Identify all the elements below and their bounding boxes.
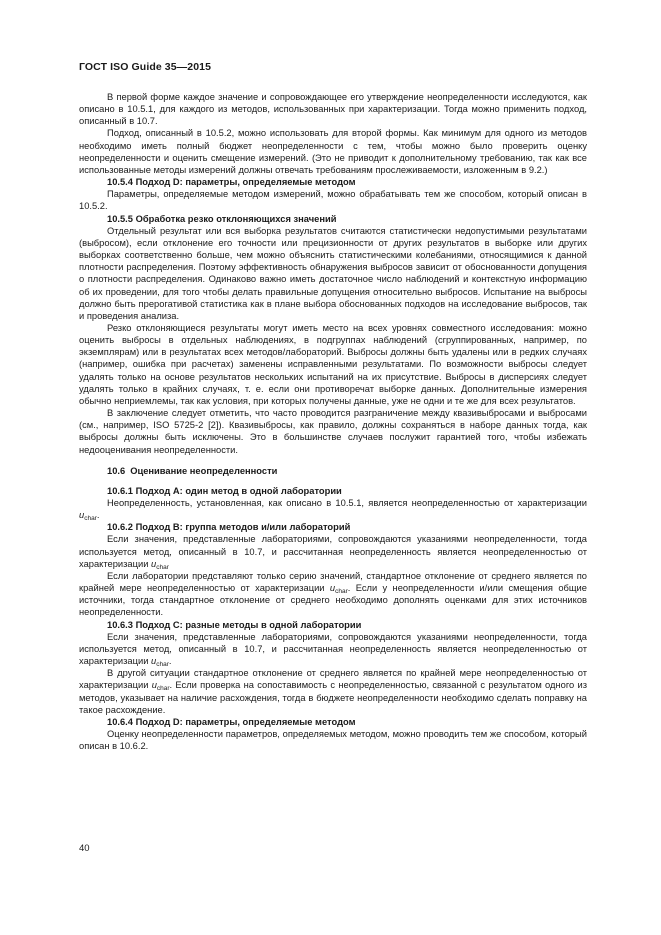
symbol-subscript: char <box>156 685 170 693</box>
symbol-subscript: char <box>156 661 169 669</box>
document-body <box>79 91 587 752</box>
paragraph: Неопределенность, установленная, как описано в 10.5.1, является неопределенностью от характеризации $u_{char}$. <box>79 498 587 523</box>
paragraph: Оценку неопределенности параметров, определяемых методом, можно проводить тем же способом, который описан в 10.6.2. <box>79 728 587 752</box>
paragraph: В заключение следует отметить, что часто проводится разграничение между квазивыбросами и выбросами (см., например, ISO 5725-2 [2]). Квазивыбросы, как правило, должны сохраняться в наборе данных тогда, как выбросы должны быть исключены. Это в большинстве случаев послужит гарантией того, чтобы избежать недооценивания неопределенности. <box>79 408 587 455</box>
symbol-subscript: char <box>156 563 169 571</box>
page-number: 40 <box>79 843 90 854</box>
paragraph: В первой форме каждое значение и сопровождающее его утверждение неопределенности исследуются, как описано в 10.5.1, для каждого из методов, использованных при характеризации. Тогда можно применить подход, описанный в 10.7. <box>79 92 587 127</box>
paragraph: Подход, описанный в 10.5.2, можно использовать для второй формы. Как минимум для одного из методов необходимо иметь полный бюджет неопределенности с тем, чтобы можно было проверить оценку неопределенности и оценить смещение измерений. (Это не приводит к дополнительному требованию, так как все использованные методы измерений должны отвечать требованиям прослеживаемости, изложенным в 9.2.) <box>79 128 587 175</box>
symbol-u: u <box>151 680 157 691</box>
document-header: ГОСТ ISO Guide 35—2015 <box>79 61 212 73</box>
paragraph: В другой ситуации стандартное отклонение от среднего является по крайней мере неопределенностью от характеризации $u_{char}$. Если проверка на сопоставимость с неопределенностью, связанной с результатом одного из методов, указывает на наличие расхождения, тогда в бюджете неопределенности необходимо сделать поправку на такое расхождение. <box>79 668 587 715</box>
section-heading-10-6-4: 10.6.4 Подход D: параметры, определяемые методом <box>107 716 356 727</box>
symbol-u: u <box>151 558 157 569</box>
section-number: 10.6 <box>107 465 126 476</box>
symbol-u: u <box>79 510 85 521</box>
section-title: Оценивание неопределенности <box>130 465 278 476</box>
section-heading-10-5-5: 10.5.5 Обработка резко отклоняющихся значений <box>107 213 337 224</box>
paragraph: Параметры, определяемые методом измерений, можно обрабатывать тем же способом, который описан в 10.5.2. <box>79 189 587 212</box>
paragraph: Если лаборатории представляют только серию значений, стандартное отклонение от среднего является по крайней мере неопределенностью от характеризации $u_{char}$. Если у неопределенности и/или смещения общие источники, тогда стандартное отклонение от среднего необходимо дополнять оценками для этих источников неопределенности. <box>79 570 587 618</box>
paragraph: Резко отклоняющиеся результаты могут иметь место на всех уровнях совместного исследования: можно оценить выбросы в отдельных наблюдениях, в подгруппах наблюдений (сгруппированных, например, по экземплярам) или в результатах всех методов/лабораторий. Выбросы должны быть удалены или в редких случаях (например, ошибка при расчетах) заменены исправленными результатами. По возможности выбросы следует удалять только на основе результатов нескольких испытаний на их присутствие. Выбросы в дисперсиях следует удалять только в крайних случаях, т. е. если они противоречат выборке данных. Дополнительные измерения обычно неприемлемы, так как условия, при которых получены данные, уже не одни и те же для всех результатов. <box>79 322 587 406</box>
paragraph: Если значения, представленные лабораториями, сопровождаются указаниями неопределенности, тогда используется метод, описанный в 10.7, и рассчитанная неопределенность является неопределенностью от характеризации $u_{char}$. <box>79 631 587 669</box>
section-heading-10-6-3: 10.6.3 Подход С: разные методы в одной лаборатории <box>107 619 362 630</box>
symbol-subscript: char <box>335 588 348 596</box>
paragraph: Если значения, представленные лабораториями, сопровождаются указаниями неопределенности, тогда используется метод, описанный в 10.7, и рассчитанная неопределенность является неопределенностью от характеризации $u_{char}$ <box>79 534 587 571</box>
symbol-u: u <box>329 583 336 594</box>
symbol-u: u <box>151 656 157 667</box>
paragraph: Отдельный результат или вся выборка результатов считаются статистически недопустимыми результатами (выбросом), если отклонение его точности или прецизионности от других результатов в выборке или других выборках соответственно больше, чем можно объяснить статистическими колебаниями, относящимися к данной плотности распределения. Поэтому эффективность обнаружения выбросов зависит от обоснованности допущения о плотности распределения. Одинаково важно иметь достаточное число наблюдений и контекстную информацию об их проведении, для того чтобы делать правильные допущения относительно выбросов. Испытание на выбросы должно быть прерогативой статистика как в плане выбора обоснованных подходов на исследование выбросов, так и проведения анализа. <box>79 225 587 321</box>
section-heading-10-5-4: 10.5.4 Подход D: параметры, определяемые методом <box>107 177 356 188</box>
section-heading-10-6-1: 10.6.1 Подход А: один метод в одной лаборатории <box>107 485 342 496</box>
section-heading-10-6-2: 10.6.2 Подход В: группа методов и/или лабораторий <box>107 522 351 533</box>
section-heading-10-6 <box>79 465 587 477</box>
symbol-subscript: char <box>84 515 97 523</box>
